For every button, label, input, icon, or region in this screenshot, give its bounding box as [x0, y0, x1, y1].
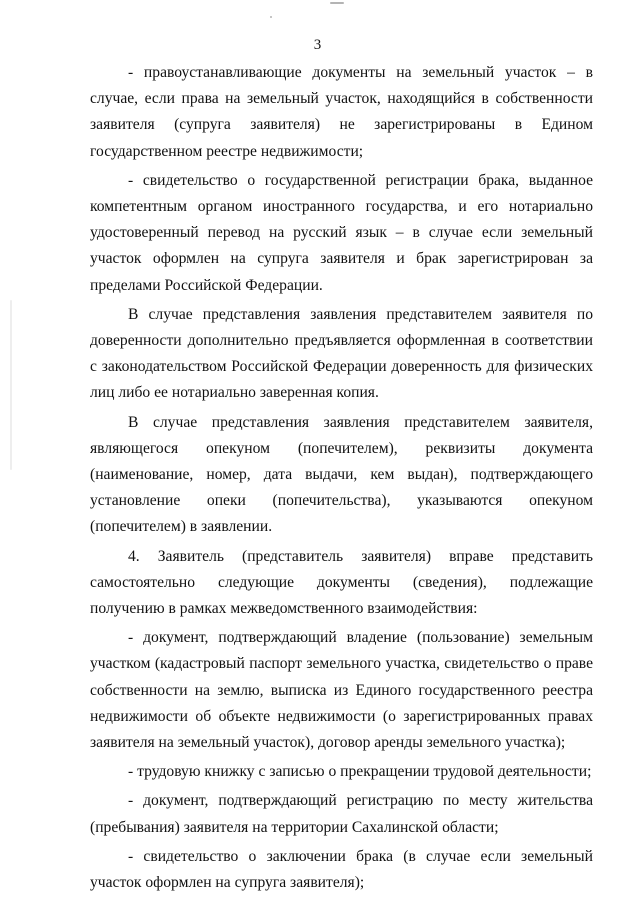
paragraph-item-4: 4. Заявитель (представитель заявителя) вправе представить самостоятельно следующие документы (сведения), подлежащие получению в рамках межведомственного взаимодействия:	[90, 547, 593, 618]
paragraph-marriage-certificate-foreign: - свидетельство о государственной регистрации брака, выданное компетентным органом иностранного государства, и его нотариально удостоверенный перевод на русский язык – в случае если земельный участок оформлен на супруга заявителя и брак зарегистрирован за пределами Российской Федерации.	[90, 171, 593, 294]
scan-artifact	[330, 2, 344, 4]
paragraph-registration-document: - документ, подтверждающий регистрацию по месту жительства (пребывания) заявителя на территории Сахалинской области;	[90, 792, 593, 836]
paragraph-representative-guardian: В случае представления заявления представителем заявителя, являющегося опекуном (попечителем), реквизиты документа (наименование, номер, дата выдачи, кем выдан), подтверждающего установление опеки (попечительства), указываются опекуном (попечителем) в заявлении.	[90, 413, 593, 536]
paragraph-representative-power-of-attorney: В случае представления заявления представителем заявителя по доверенности дополнительно предъявляется оформленная в соответствии с законодательством Российской Федерации доверенность для физических лиц либо ее нотариально заверенная копия.	[90, 305, 593, 402]
page-number: 3	[313, 37, 322, 53]
paragraph-land-ownership-document: - документ, подтверждающий владение (пользование) земельным участком (кадастровый паспорт земельного участка, свидетельство о праве собственности на землю, выписка из Единого государственного реестра недвижимости об объекте недвижимости (о зарегистрированных правах заявителя на земельный участок), договор аренды земельного участка);	[90, 629, 593, 752]
document-body	[90, 60, 593, 896]
paragraph-marriage-certificate: - свидетельство о заключении брака (в случае если земельный участок оформлен на супруга заявителя);	[90, 847, 593, 892]
scan-artifact	[270, 16, 272, 18]
paragraph-title-documents: - правоустанавливающие документы на земельный участок – в случае, если права на земельный участок, находящийся в собственности заявителя (супруга заявителя) не зарегистрированы в Едином государственном реестре недвижимости;	[90, 64, 593, 160]
paragraph-employment-record: - трудовую книжку с записью о прекращении трудовой деятельности;	[128, 763, 592, 781]
scan-artifact	[10, 300, 12, 470]
